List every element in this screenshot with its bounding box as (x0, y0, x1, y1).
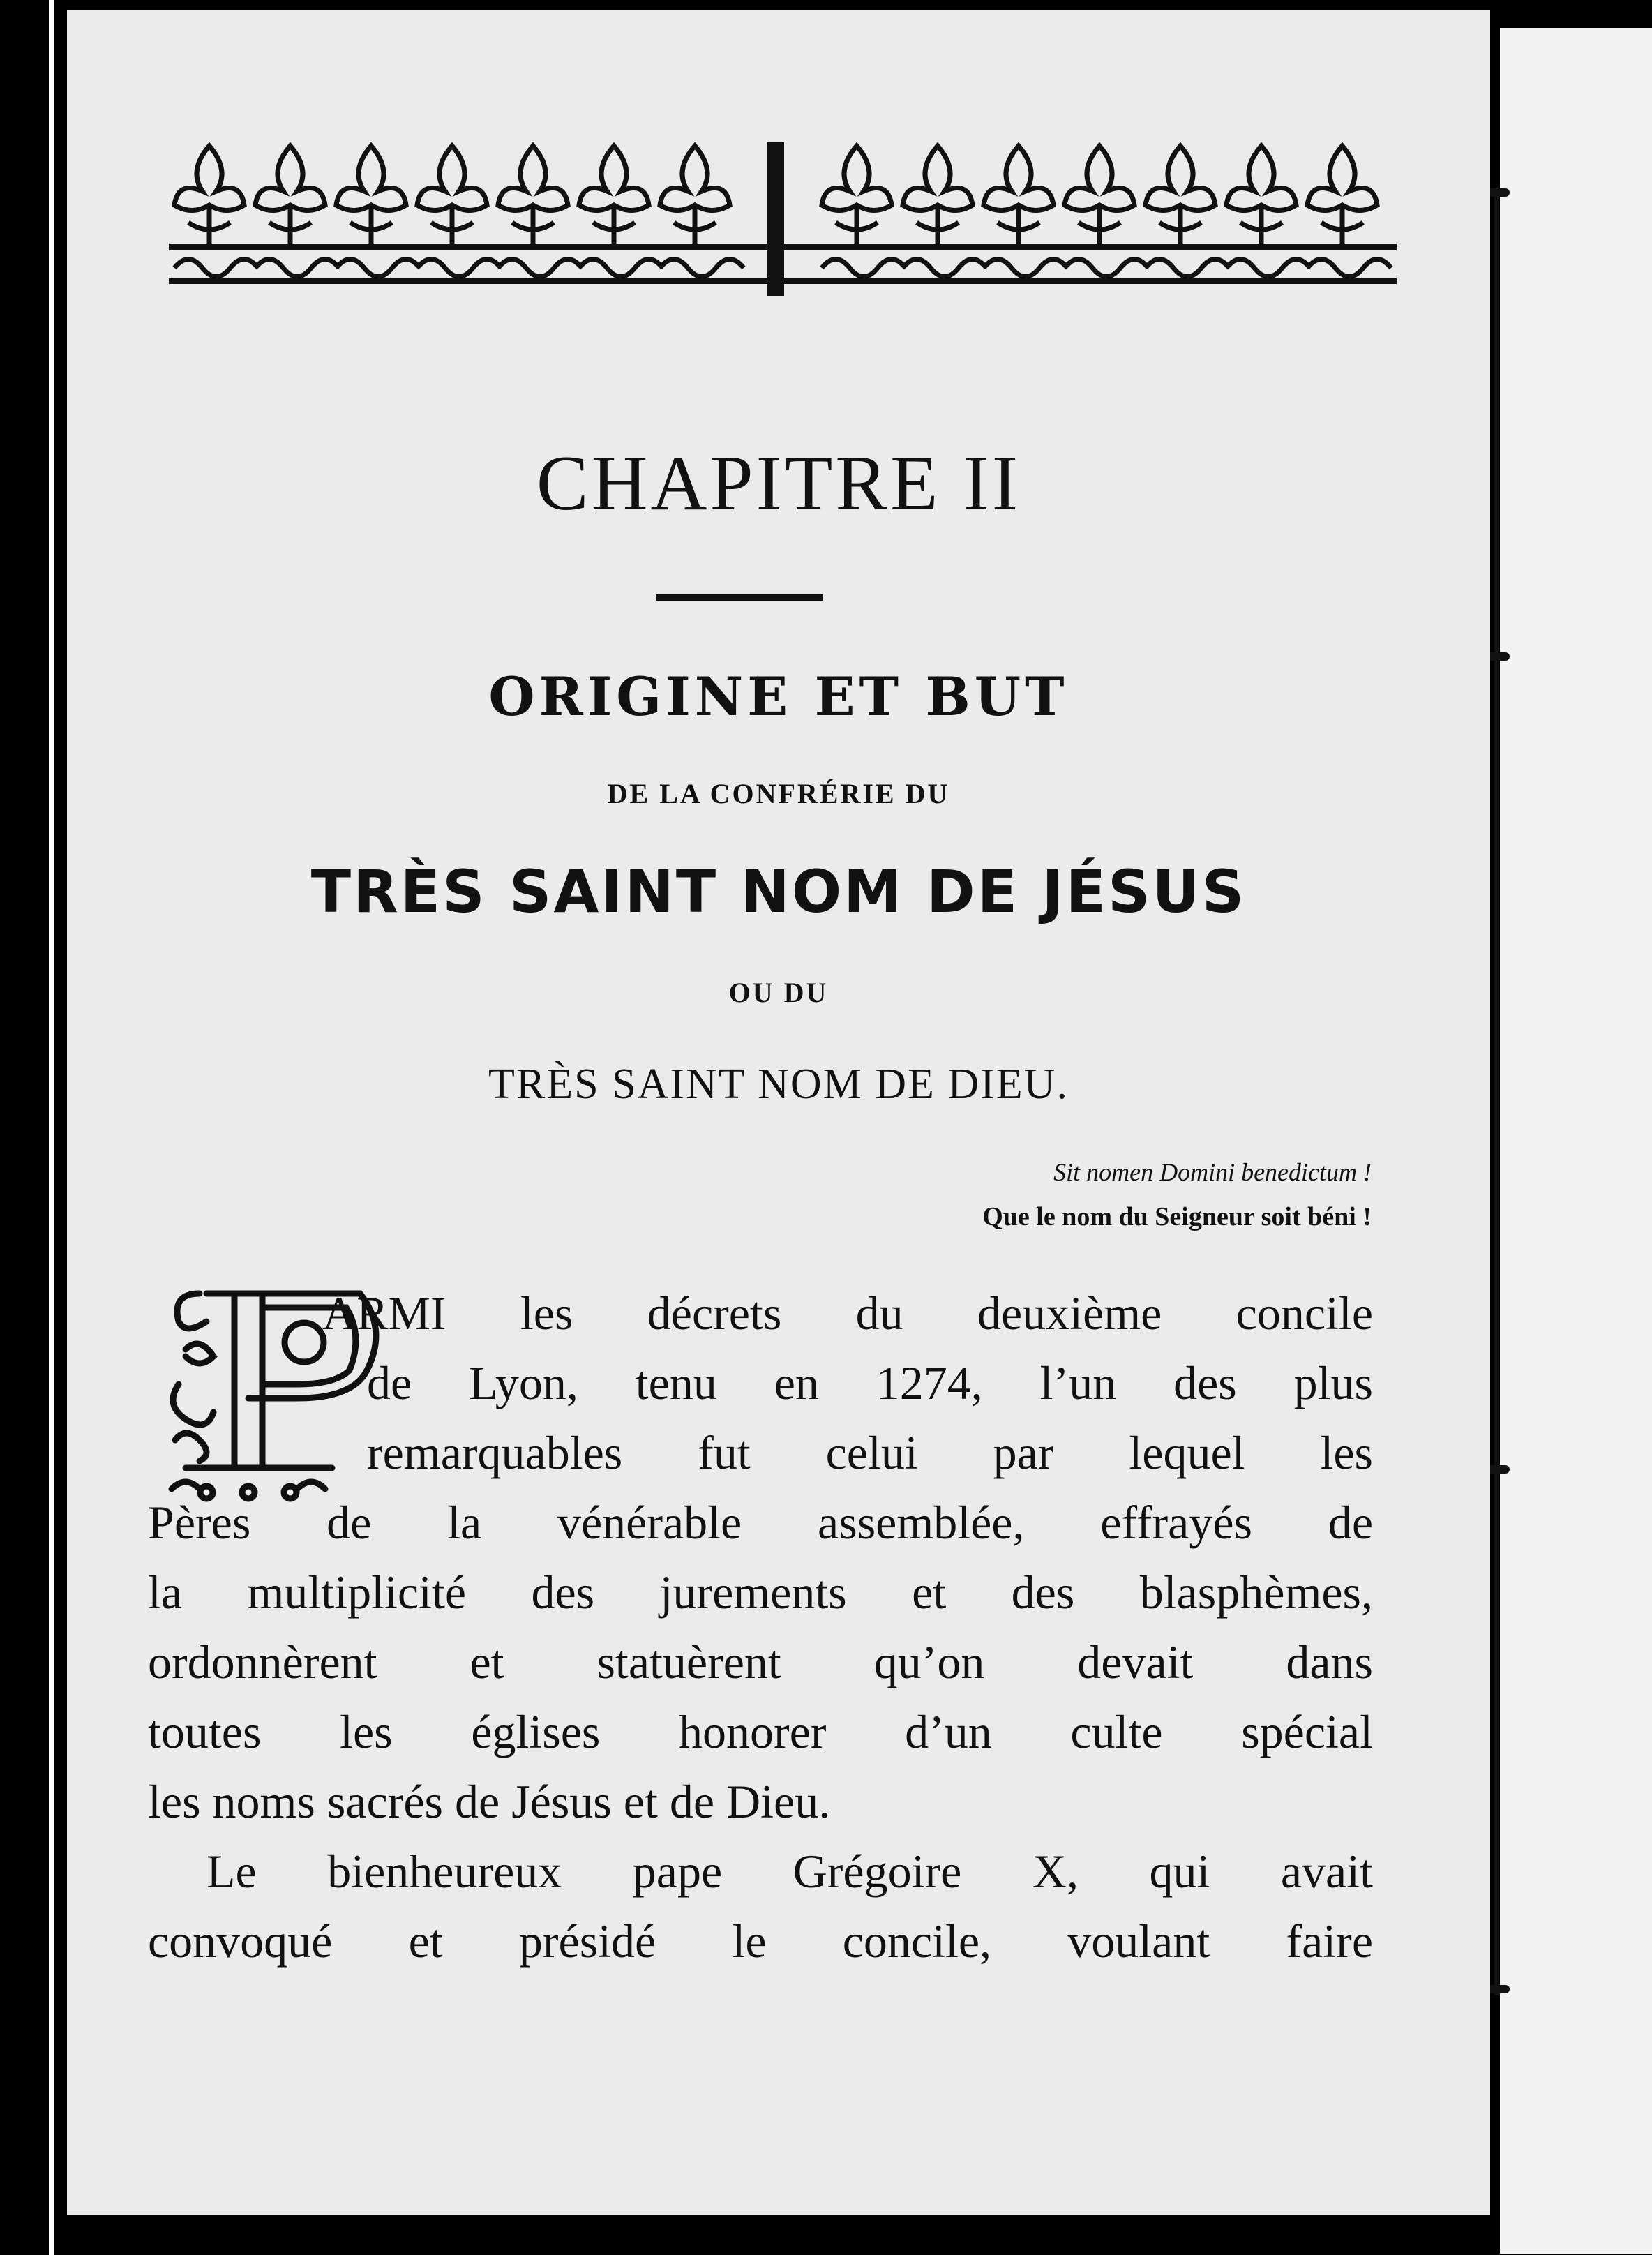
chapter-title: CHAPITRE II (536, 440, 1021, 527)
chapter-subheading-3: OU DU (728, 977, 829, 1008)
body-line: ARMI les décrets du deuxième concile (322, 1287, 1373, 1340)
body-line: Le bienheureux pape Grégoire X, qui avait (206, 1845, 1373, 1898)
title-rule (656, 594, 823, 601)
body-line: toutes les églises honorer d’un culte spécial (148, 1705, 1373, 1758)
chapter-subheading-2: TRÈS SAINT NOM DE JÉSUS (310, 857, 1247, 926)
binding-thread (1494, 188, 1499, 1995)
scan-left-line (49, 0, 54, 2255)
chapter-heading: ORIGINE ET BUT (488, 666, 1069, 728)
body-line: remarquables fut celui par lequel les (367, 1426, 1373, 1479)
chapter-subheading-1: DE LA CONFRÉRIE DU (607, 778, 950, 809)
book-page (67, 10, 1490, 2215)
facing-page-edge (1500, 28, 1652, 2254)
body-line: de Lyon, tenu en 1274, l’un des plus (367, 1356, 1373, 1409)
epigraph-french: Que le nom du Seigneur soit béni ! (982, 1202, 1372, 1231)
chapter-subheading-4: TRÈS SAINT NOM DE DIEU. (488, 1061, 1069, 1108)
scan-left-border (0, 0, 67, 2255)
body-line: les noms sacrés de Jésus et de Dieu. (148, 1775, 831, 1828)
body-line: Pères de la vénérable assemblée, effrayés de (148, 1496, 1373, 1549)
body-line: la multiplicité des jurements et des blasphèmes, (148, 1566, 1373, 1619)
epigraph-latin: Sit nomen Domini benedictum ! (1053, 1158, 1372, 1186)
body-line: ordonnèrent et statuèrent qu’on devait dans (148, 1635, 1373, 1688)
floral-border-ornament-icon (169, 139, 1397, 306)
body-line: convoqué et présidé le concile, voulant faire (148, 1915, 1373, 1968)
